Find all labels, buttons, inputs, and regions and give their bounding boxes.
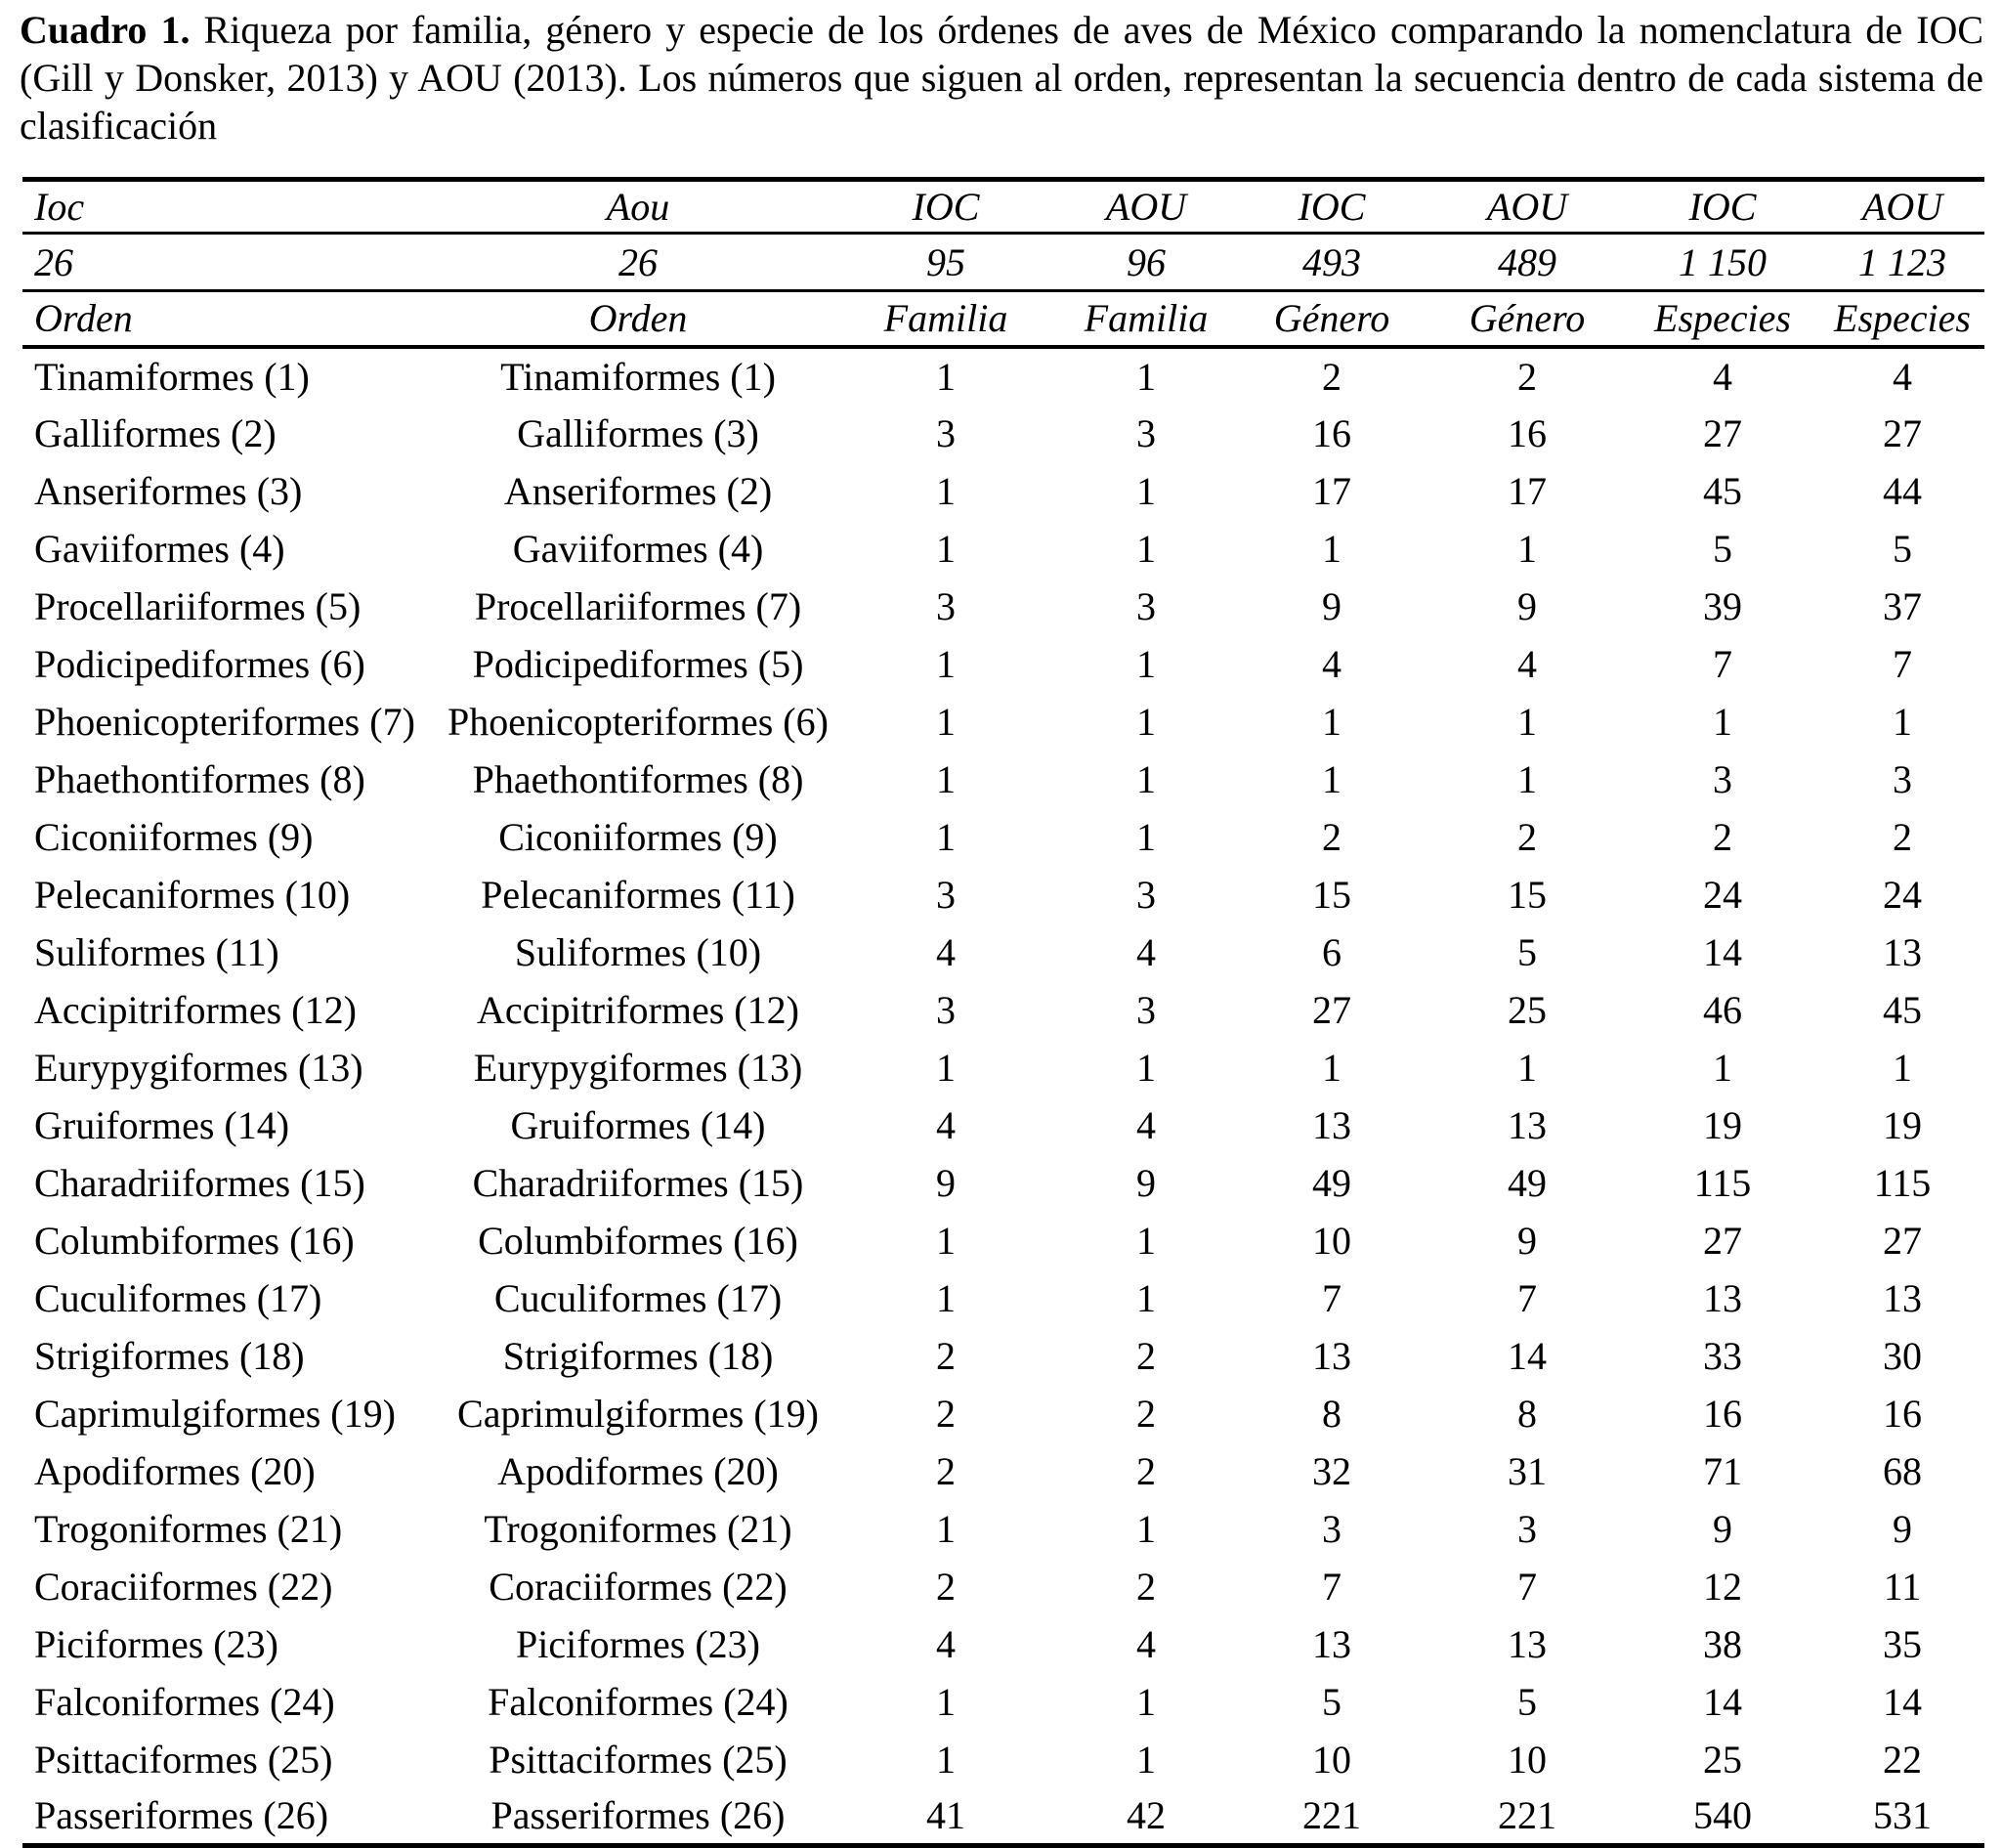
table-cell: Coraciiformes (22) xyxy=(489,1564,788,1609)
table-cell: 7 xyxy=(1713,641,1732,686)
table-row xyxy=(22,924,1984,981)
table-cell: 39 xyxy=(1703,583,1742,628)
table-cell: 68 xyxy=(1883,1448,1922,1493)
table-cell: 1 xyxy=(1322,526,1342,571)
table-cell: Pelecaniformes (11) xyxy=(481,872,795,917)
table-caption-text: Riqueza por familia, género y especie de los órdenes de aves de México comparando la nomenclatura de IOC (Gill y Donsker, 2013) y AOU (2013). Los números que siguen al orden, representan la secuencia dentro de cada sistema de clasificación xyxy=(20,8,1984,148)
table-cell: 4 xyxy=(1713,354,1732,399)
header-cell: Especies xyxy=(1834,296,1971,341)
table-cell: 1 xyxy=(936,1679,956,1724)
table-cell: 16 xyxy=(1508,410,1547,455)
table-cell: Gaviiformes (4) xyxy=(34,526,285,571)
table-cell: 19 xyxy=(1703,1102,1742,1147)
table-cell: Galliformes (3) xyxy=(517,410,759,455)
header-cell: Aou xyxy=(606,185,670,229)
header-cell: Ioc xyxy=(34,185,85,229)
header-cell: Familia xyxy=(1084,296,1209,341)
table-cell: 10 xyxy=(1312,1218,1351,1263)
table-cell: 221 xyxy=(1498,1793,1556,1838)
table-cell: 1 xyxy=(1136,1506,1156,1551)
table-cell: 4 xyxy=(1136,929,1156,974)
table-cell: 7 xyxy=(1517,1564,1537,1609)
header-cell: Orden xyxy=(588,296,688,341)
table-cell: 3 xyxy=(1322,1506,1342,1551)
table-cell: 1 xyxy=(936,1506,956,1551)
table-cell: 19 xyxy=(1883,1102,1922,1147)
table-cell: 1 xyxy=(1136,1275,1156,1320)
table-cell: 2 xyxy=(1893,814,1912,859)
table-row xyxy=(22,751,1984,808)
table-cell: 7 xyxy=(1893,641,1912,686)
table-cell: 27 xyxy=(1883,1218,1922,1263)
table-cell: Accipitriformes (12) xyxy=(477,987,799,1032)
table-cell: Psittaciformes (25) xyxy=(489,1737,788,1782)
table-cell: 2 xyxy=(1322,354,1342,399)
header-cell: AOU xyxy=(1105,185,1187,229)
table-cell: 15 xyxy=(1312,872,1351,917)
header-cell: 493 xyxy=(1302,239,1361,284)
table-cell: 37 xyxy=(1883,583,1922,628)
table-cell: 13 xyxy=(1883,929,1922,974)
table-cell: Anseriformes (2) xyxy=(503,468,773,513)
table-cell: 1 xyxy=(1517,756,1537,801)
table-cell: Cuculiformes (17) xyxy=(493,1275,783,1320)
table-cell: 9 xyxy=(936,1160,956,1205)
table-cell: 2 xyxy=(936,1564,956,1609)
table-row xyxy=(22,866,1984,924)
table-row xyxy=(22,1327,1984,1385)
table-cell: 2 xyxy=(1517,814,1537,859)
table-cell: Gruiformes (14) xyxy=(510,1102,766,1147)
table-cell: 71 xyxy=(1703,1448,1742,1493)
table-cell: 1 xyxy=(1136,468,1156,513)
table-body xyxy=(22,347,1984,1846)
table-cell: 1 xyxy=(936,526,956,571)
table-cell: Cuculiformes (17) xyxy=(34,1275,322,1320)
table-cell: 14 xyxy=(1508,1333,1547,1378)
table-cell: 17 xyxy=(1508,468,1547,513)
table-cell: 16 xyxy=(1703,1391,1742,1436)
table-cell: 13 xyxy=(1312,1621,1351,1666)
table-row xyxy=(22,1269,1984,1327)
table-cell: 9 xyxy=(1713,1506,1732,1551)
table-row xyxy=(22,1558,1984,1615)
header-cell: AOU xyxy=(1861,185,1943,229)
table-cell: Procellariiformes (5) xyxy=(34,583,362,628)
table-cell: 11 xyxy=(1883,1564,1922,1609)
table-cell: 2 xyxy=(936,1333,956,1378)
table-cell: 1 xyxy=(936,756,956,801)
table-cell: 1 xyxy=(1136,1737,1156,1782)
table-cell: 3 xyxy=(936,410,956,455)
table-row xyxy=(22,1788,1984,1846)
table-cell: 9 xyxy=(1893,1506,1912,1551)
table-cell: 1 xyxy=(1517,1045,1537,1090)
table-cell: 16 xyxy=(1312,410,1351,455)
table-cell: 1 xyxy=(936,354,956,399)
table-cell: Falconiformes (24) xyxy=(488,1679,788,1724)
table-cell: 4 xyxy=(1136,1621,1156,1666)
table-row xyxy=(22,462,1984,520)
table-cell: Procellariiformes (7) xyxy=(474,583,802,628)
table-cell: 27 xyxy=(1883,410,1922,455)
table-row xyxy=(22,1615,1984,1673)
table-cell: 9 xyxy=(1136,1160,1156,1205)
table-cell: 45 xyxy=(1703,468,1742,513)
table-cell: Gaviiformes (4) xyxy=(512,526,764,571)
table-cell: 1 xyxy=(1136,699,1156,744)
table-cell: Charadriiformes (15) xyxy=(34,1160,365,1205)
table-cell: 12 xyxy=(1703,1564,1742,1609)
table-header-row xyxy=(22,291,1984,347)
table-cell: 13 xyxy=(1508,1621,1547,1666)
table-cell: 5 xyxy=(1517,929,1537,974)
table-cell: Accipitriformes (12) xyxy=(34,987,357,1032)
header-cell: IOC xyxy=(1298,185,1366,229)
table-row xyxy=(22,520,1984,578)
table-cell: 2 xyxy=(1322,814,1342,859)
table-row xyxy=(22,1500,1984,1558)
table-cell: 3 xyxy=(1517,1506,1537,1551)
table-cell: 27 xyxy=(1703,410,1742,455)
table-cell: 2 xyxy=(1136,1564,1156,1609)
header-cell: 26 xyxy=(34,239,73,284)
table-cell: 1 xyxy=(1713,1045,1732,1090)
table-row xyxy=(22,1442,1984,1500)
table-cell: 1 xyxy=(1322,699,1342,744)
table-cell: 1 xyxy=(936,1045,956,1090)
table-cell: Pelecaniformes (10) xyxy=(34,872,351,917)
table-cell: 7 xyxy=(1322,1275,1342,1320)
table-cell: Galliformes (2) xyxy=(34,410,277,455)
table-cell: 5 xyxy=(1893,526,1912,571)
table-cell: Trogoniformes (21) xyxy=(34,1506,343,1551)
header-cell: IOC xyxy=(1688,185,1757,229)
table-cell: 1 xyxy=(1322,1045,1342,1090)
table-cell: 3 xyxy=(1136,583,1156,628)
table-cell: 22 xyxy=(1883,1737,1922,1782)
table-cell: 5 xyxy=(1322,1679,1342,1724)
table-cell: Phoenicopteriformes (6) xyxy=(447,699,829,744)
table-cell: 115 xyxy=(1873,1160,1932,1205)
table-cell: Columbiformes (16) xyxy=(34,1218,355,1263)
table-cell: 4 xyxy=(1893,354,1912,399)
table-cell: 13 xyxy=(1312,1333,1351,1378)
table-cell: 24 xyxy=(1703,872,1742,917)
table-cell: Falconiformes (24) xyxy=(34,1679,335,1724)
table-cell: 7 xyxy=(1517,1275,1537,1320)
table-cell: Piciformes (23) xyxy=(34,1621,278,1666)
table-cell: 25 xyxy=(1703,1737,1742,1782)
table-cell: Gruiformes (14) xyxy=(34,1102,290,1147)
table-cell: Anseriformes (3) xyxy=(34,468,303,513)
table-cell: 1 xyxy=(936,1275,956,1320)
table-cell: 14 xyxy=(1703,1679,1742,1724)
header-cell: Familia xyxy=(883,296,1008,341)
table-cell: 31 xyxy=(1508,1448,1547,1493)
table-cell: 1 xyxy=(1713,699,1732,744)
table-cell: 3 xyxy=(936,583,956,628)
table-header-row xyxy=(22,180,1984,234)
table-cell: 4 xyxy=(1136,1102,1156,1147)
table-cell: 1 xyxy=(1136,814,1156,859)
header-cell: 95 xyxy=(926,239,965,284)
table-cell: 7 xyxy=(1322,1564,1342,1609)
header-cell: 26 xyxy=(618,239,658,284)
table-cell: 1 xyxy=(1136,354,1156,399)
table-cell: Tinamiformes (1) xyxy=(34,354,310,399)
table-cell: 14 xyxy=(1703,929,1742,974)
table-cell: 49 xyxy=(1508,1160,1547,1205)
table-cell: Phaethontiformes (8) xyxy=(472,756,804,801)
table-cell: 44 xyxy=(1883,468,1922,513)
table-row xyxy=(22,808,1984,866)
table-cell: Phoenicopteriformes (7) xyxy=(34,699,415,744)
table-cell: 49 xyxy=(1312,1160,1351,1205)
table-cell: 1 xyxy=(1136,1218,1156,1263)
header-cell: 1 123 xyxy=(1858,239,1946,284)
table-cell: 5 xyxy=(1517,1679,1537,1724)
table-cell: 2 xyxy=(1517,354,1537,399)
table-cell: 531 xyxy=(1873,1793,1932,1838)
table-cell: 16 xyxy=(1883,1391,1922,1436)
table-cell: Passeriformes (26) xyxy=(490,1793,786,1838)
table-cell: 2 xyxy=(936,1391,956,1436)
table-cell: 1 xyxy=(1136,641,1156,686)
table-cell: 221 xyxy=(1302,1793,1361,1838)
table-row xyxy=(22,405,1984,462)
table-row xyxy=(22,1673,1984,1731)
table-cell: Eurypygiformes (13) xyxy=(473,1045,803,1090)
table-cell: 24 xyxy=(1883,872,1922,917)
header-cell: 96 xyxy=(1127,239,1166,284)
table-cell: 3 xyxy=(1136,987,1156,1032)
table-row xyxy=(22,347,1984,405)
table-cell: 10 xyxy=(1312,1737,1351,1782)
table-cell: 15 xyxy=(1508,872,1547,917)
bird-orders-richness-table xyxy=(22,177,1984,1848)
table-cell: 30 xyxy=(1883,1333,1922,1378)
table-cell: 3 xyxy=(1136,872,1156,917)
table-cell: 2 xyxy=(1136,1448,1156,1493)
table-cell: Trogoniformes (21) xyxy=(484,1506,792,1551)
table-cell: 27 xyxy=(1703,1218,1742,1263)
table-cell: Eurypygiformes (13) xyxy=(34,1045,363,1090)
table-row xyxy=(22,1096,1984,1154)
table-cell: 13 xyxy=(1883,1275,1922,1320)
table-cell: 3 xyxy=(936,987,956,1032)
table-row xyxy=(22,578,1984,635)
table-cell: 1 xyxy=(1893,1045,1912,1090)
table-row xyxy=(22,635,1984,693)
table-cell: 9 xyxy=(1517,1218,1537,1263)
table-cell: Tinamiformes (1) xyxy=(500,354,776,399)
table-cell: 42 xyxy=(1127,1793,1166,1838)
table-cell: 2 xyxy=(1136,1391,1156,1436)
table-cell: 35 xyxy=(1883,1621,1922,1666)
table-cell: Caprimulgiformes (19) xyxy=(457,1391,819,1436)
table-cell: 13 xyxy=(1508,1102,1547,1147)
table-cell: 1 xyxy=(936,1737,956,1782)
table-cell: Ciconiiformes (9) xyxy=(498,814,778,859)
table-cell: 3 xyxy=(1893,756,1912,801)
table-row xyxy=(22,1154,1984,1212)
table-cell: 2 xyxy=(936,1448,956,1493)
header-cell: Género xyxy=(1469,296,1586,341)
table-header-row xyxy=(22,234,1984,291)
table-cell: 1 xyxy=(936,1218,956,1263)
table-cell: Phaethontiformes (8) xyxy=(34,756,365,801)
header-cell: IOC xyxy=(912,185,980,229)
table-head xyxy=(22,180,1984,347)
table-cell: 1 xyxy=(1517,526,1537,571)
table-cell: 1 xyxy=(1517,699,1537,744)
header-cell: 1 150 xyxy=(1679,239,1767,284)
table-cell: 1 xyxy=(1136,756,1156,801)
table-cell: 8 xyxy=(1517,1391,1537,1436)
table-cell: Apodiformes (20) xyxy=(497,1448,779,1493)
table-cell: 1 xyxy=(936,641,956,686)
table-cell: Podicipediformes (5) xyxy=(472,641,804,686)
header-cell: Especies xyxy=(1654,296,1791,341)
table-row xyxy=(22,1212,1984,1269)
table-cell: 1 xyxy=(1136,526,1156,571)
table-cell: 4 xyxy=(1322,641,1342,686)
table-cell: 2 xyxy=(1713,814,1732,859)
table-cell: Suliformes (11) xyxy=(34,929,279,974)
table-cell: 9 xyxy=(1517,583,1537,628)
table-cell: 13 xyxy=(1312,1102,1351,1147)
table-cell: 33 xyxy=(1703,1333,1742,1378)
header-cell: Género xyxy=(1273,296,1390,341)
table-cell: 1 xyxy=(1322,756,1342,801)
table-cell: 41 xyxy=(926,1793,965,1838)
table-cell: 4 xyxy=(936,929,956,974)
table-cell: Strigiformes (18) xyxy=(34,1333,305,1378)
table-cell: Charadriiformes (15) xyxy=(472,1160,804,1205)
table-cell: Piciformes (23) xyxy=(516,1621,760,1666)
header-cell: 489 xyxy=(1498,239,1556,284)
table-cell: 2 xyxy=(1136,1333,1156,1378)
table-cell: 3 xyxy=(936,872,956,917)
table-cell: 9 xyxy=(1322,583,1342,628)
table-cell: 13 xyxy=(1703,1275,1742,1320)
table-row xyxy=(22,1731,1984,1788)
table-caption-label: Cuadro 1. xyxy=(20,8,191,52)
table-row xyxy=(22,1385,1984,1442)
table-cell: 45 xyxy=(1883,987,1922,1032)
table-cell: Caprimulgiformes (19) xyxy=(34,1391,396,1436)
table-row xyxy=(22,1039,1984,1096)
table-cell: Psittaciformes (25) xyxy=(34,1737,333,1782)
table-cell: 14 xyxy=(1883,1679,1922,1724)
table-cell: 115 xyxy=(1693,1160,1752,1205)
table-cell: 1 xyxy=(1136,1679,1156,1724)
table-cell: Coraciiformes (22) xyxy=(34,1564,333,1609)
table-cell: 1 xyxy=(1136,1045,1156,1090)
table-cell: 4 xyxy=(1517,641,1537,686)
table-row xyxy=(22,981,1984,1039)
table-cell: Ciconiiformes (9) xyxy=(34,814,314,859)
table-caption xyxy=(20,6,1983,150)
table-row xyxy=(22,693,1984,751)
table-cell: 46 xyxy=(1703,987,1742,1032)
table-cell: 1 xyxy=(936,814,956,859)
table-cell: 540 xyxy=(1693,1793,1752,1838)
header-cell: AOU xyxy=(1486,185,1568,229)
table-cell: 32 xyxy=(1312,1448,1351,1493)
table-cell: Apodiformes (20) xyxy=(34,1448,316,1493)
table-cell: 25 xyxy=(1508,987,1547,1032)
table-cell: Columbiformes (16) xyxy=(478,1218,798,1263)
table-cell: 3 xyxy=(1136,410,1156,455)
table-cell: 1 xyxy=(936,699,956,744)
header-cell: Orden xyxy=(34,296,133,341)
table-cell: 4 xyxy=(936,1102,956,1147)
table-cell: 5 xyxy=(1713,526,1732,571)
table-cell: 38 xyxy=(1703,1621,1742,1666)
table-cell: Suliformes (10) xyxy=(514,929,762,974)
table-cell: 10 xyxy=(1508,1737,1547,1782)
table-cell: Strigiformes (18) xyxy=(502,1333,774,1378)
table-cell: 17 xyxy=(1312,468,1351,513)
table-cell: 8 xyxy=(1322,1391,1342,1436)
table-cell: Podicipediformes (6) xyxy=(34,641,365,686)
table-cell: 4 xyxy=(936,1621,956,1666)
table-cell: 6 xyxy=(1322,929,1342,974)
table-cell: 1 xyxy=(936,468,956,513)
table-cell: 1 xyxy=(1893,699,1912,744)
table-cell: 27 xyxy=(1312,987,1351,1032)
table-cell: 3 xyxy=(1713,756,1732,801)
table-cell: Passeriformes (26) xyxy=(34,1793,329,1838)
